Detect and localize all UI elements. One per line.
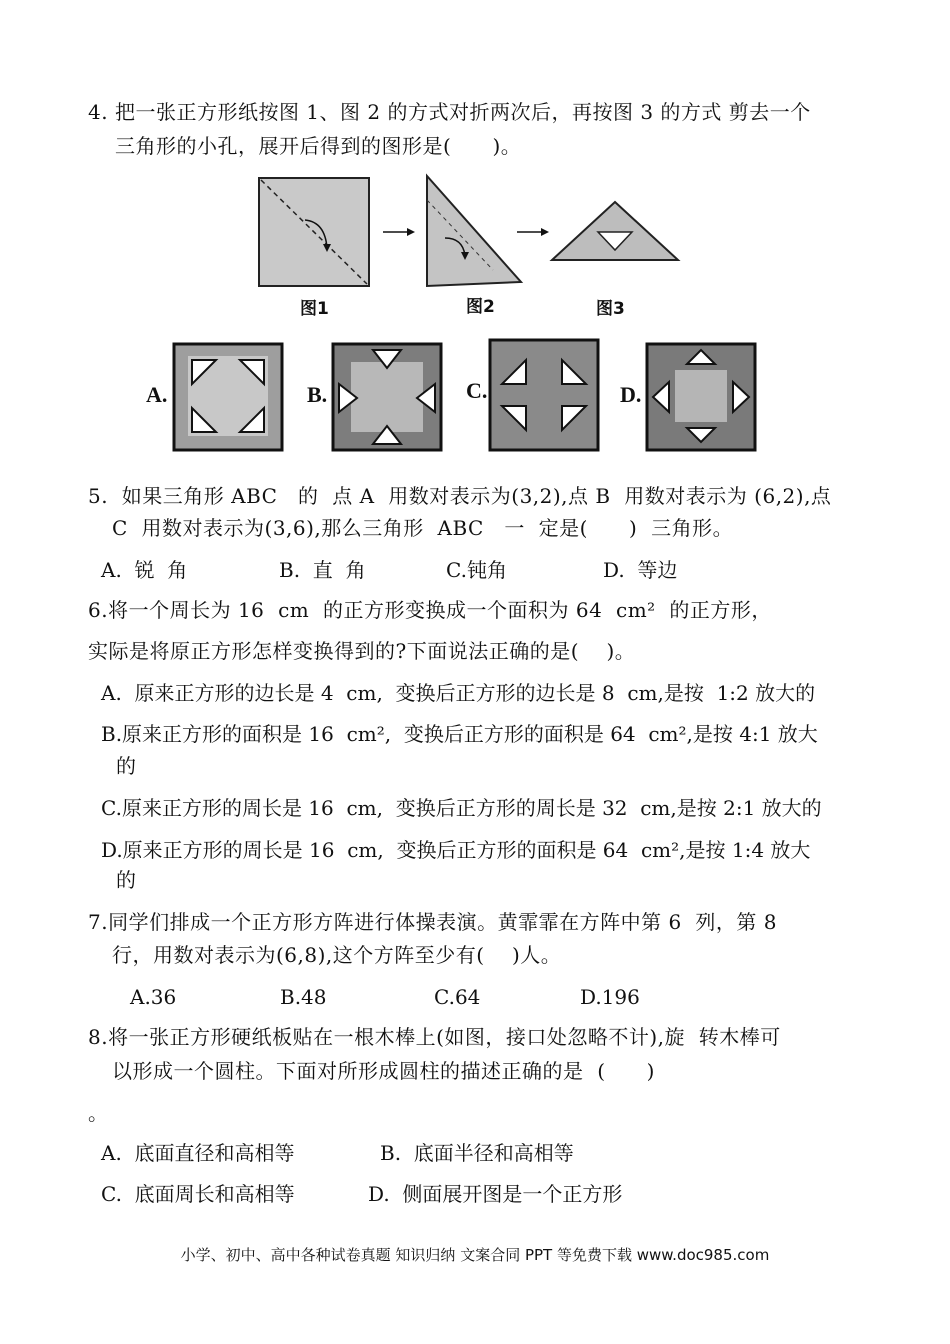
q8-line2: 以形成一个圆柱。下面对所形成圆柱的描述正确的是 ( ): [112, 1059, 655, 1083]
q6-option-b-cont: 的: [116, 754, 136, 778]
q5-option-c[interactable]: C.钝角: [446, 558, 507, 582]
q6-option-d[interactable]: D.原来正方形的周长是 16 cm, 变换后正方形的面积是 64 cm²,是按 1:4 放大: [101, 838, 811, 862]
q4-line2: 三角形的小孔，展开后得到的图形是( )。: [115, 134, 522, 158]
q7-option-c[interactable]: C.64: [434, 985, 481, 1009]
q7-option-a[interactable]: A.36: [130, 985, 177, 1009]
fig3-triangle: [552, 202, 678, 260]
q5-line2: C 用数对表示为(3,6),那么三角形 ABC 一 定是( ) 三角形。: [112, 516, 734, 540]
q5-option-a[interactable]: A. 锐 角: [101, 558, 188, 582]
q8-line1: 8.将一张正方形硬纸板贴在一根木棒上(如图，接口处忽略不计),旋 转木棒可: [88, 1025, 781, 1049]
q6-line1: 6.将一个周长为 16 cm 的正方形变换成一个面积为 64 cm² 的正方形，: [88, 598, 772, 622]
fig2-label: 图2: [466, 297, 495, 317]
q4-option-a-label: A.: [146, 382, 168, 407]
q5-option-b[interactable]: B. 直 角: [279, 558, 366, 582]
fig2-triangle: [427, 176, 521, 286]
q5-line1: 5. 如果三角形 ABC 的 点 A 用数对表示为(3,2),点 B 用数对表示为 (6,2),点: [88, 484, 832, 508]
q6-option-d-cont: 的: [116, 868, 136, 892]
q5-option-d[interactable]: D. 等边: [603, 558, 678, 582]
fig3-label: 图3: [596, 299, 625, 319]
fig1-label: 图1: [300, 299, 329, 319]
q7-line1: 7.同学们排成一个正方形方阵进行体操表演。黄霏霏在方阵中第 6 列，第 8: [88, 910, 777, 934]
q4-line1: 4. 把一张正方形纸按图 1、图 2 的方式对折两次后，再按图 3 的方式 剪去一个: [88, 100, 811, 124]
q4-option-b-label: B.: [307, 382, 328, 407]
q6-option-a[interactable]: A. 原来正方形的边长是 4 cm, 变换后正方形的边长是 8 cm,是按 1:2 放大的: [101, 681, 816, 705]
q8-option-c[interactable]: C. 底面周长和高相等: [101, 1182, 295, 1206]
q7-line2: 行，用数对表示为(6,8),这个方阵至少有( )人。: [112, 943, 562, 967]
q7-option-b[interactable]: B.48: [280, 985, 327, 1009]
q4-option-d-label: D.: [620, 382, 642, 407]
q8-option-d[interactable]: D. 侧面展开图是一个正方形: [368, 1182, 623, 1206]
footer-text[interactable]: 小学、初中、高中各种试卷真题 知识归纳 文案合同 PPT 等免费下载 www.doc985.com: [180, 1246, 770, 1264]
q4-option-a-image[interactable]: [172, 342, 284, 452]
q4-option-d-image[interactable]: [645, 342, 757, 452]
fig3: [548, 198, 682, 264]
q8-option-b[interactable]: B. 底面半径和高相等: [380, 1141, 574, 1165]
q6-line2: 实际是将原正方形怎样变换得到的?下面说法正确的是( )。: [88, 639, 636, 663]
q6-option-c[interactable]: C.原来正方形的周长是 16 cm, 变换后正方形的周长是 32 cm,是按 2:1 放大的: [101, 796, 822, 820]
q7-option-d[interactable]: D.196: [580, 985, 640, 1009]
q4-option-b-image[interactable]: [331, 342, 443, 452]
q6-option-b[interactable]: B.原来正方形的面积是 16 cm², 变换后正方形的面积是 64 cm²,是按 4:1 放大: [101, 722, 818, 746]
q8-line3: 。: [88, 1101, 109, 1125]
q4-option-c-image[interactable]: [488, 338, 600, 452]
q8-option-a[interactable]: A. 底面直径和高相等: [101, 1141, 295, 1165]
q4-option-c-label: C.: [466, 378, 488, 403]
folding-figures: [255, 170, 560, 290]
